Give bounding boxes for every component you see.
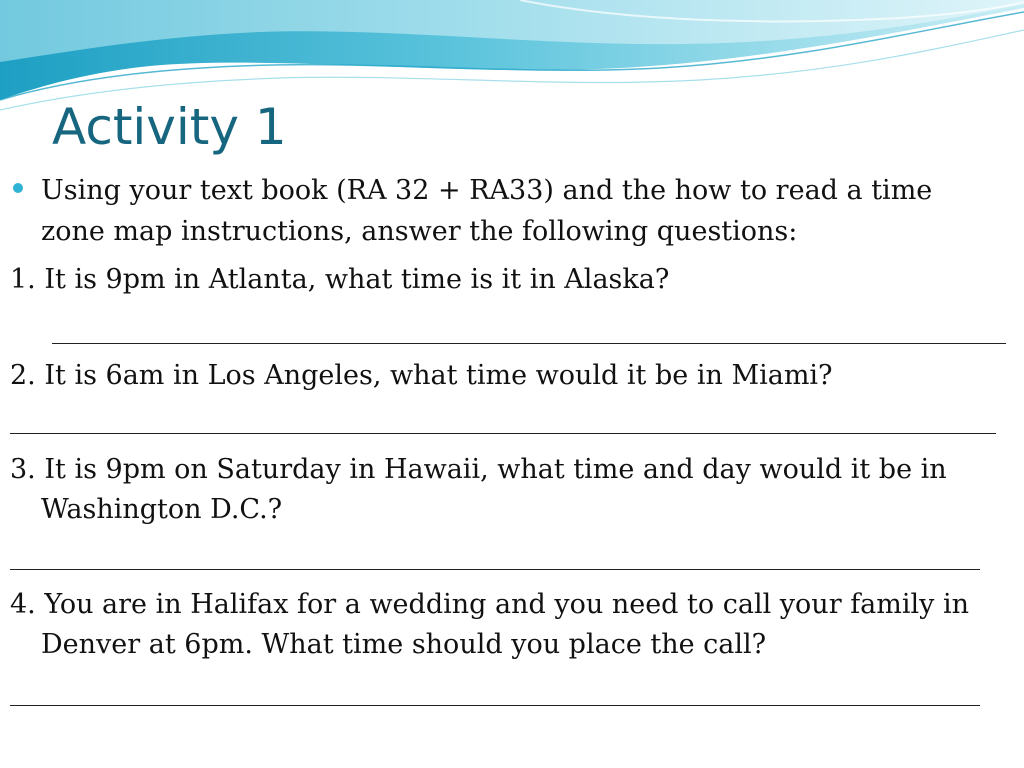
intro-text: Using your text book (RA 32 + RA33) and the how to read a time zone map instructions, answer the following questions: [41, 175, 933, 247]
answer-line-3 [10, 569, 980, 570]
question-1: 1. It is 9pm in Atlanta, what time is it in Alaska? [10, 264, 670, 295]
answer-line-2 [10, 433, 996, 434]
question-4: 4. You are in Halifax for a wedding and you need to call your family in Denver at 6pm. What time should you place the call? [10, 589, 970, 660]
slide-title: Activity 1 [52, 98, 287, 156]
answer-line-1 [52, 343, 1006, 344]
question-2: 2. It is 6am in Los Angeles, what time would it be in Miami? [10, 360, 833, 391]
answer-line-4 [10, 705, 980, 706]
question-3: 3. It is 9pm on Saturday in Hawaii, what time and day would it be in Washington D.C.? [10, 454, 947, 525]
bullet-icon [13, 183, 23, 193]
